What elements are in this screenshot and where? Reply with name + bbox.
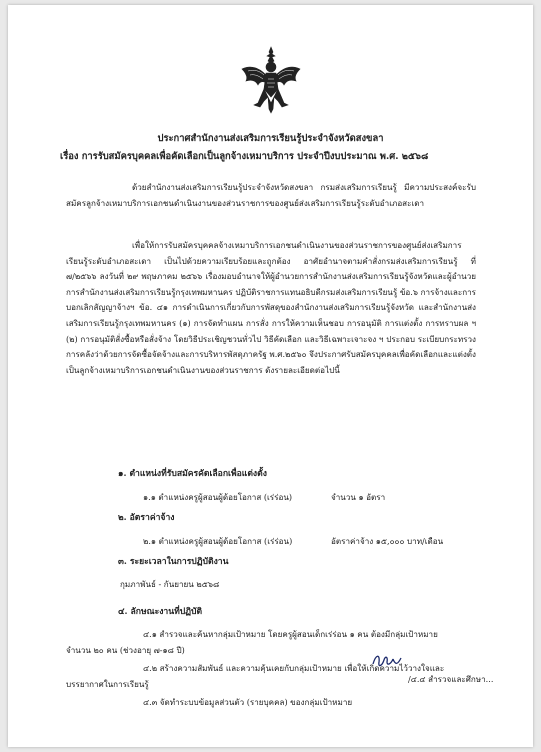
position-name: ๑.๑ ตำแหน่งครูผู้สอนผู้ด้อยโอกาส (เร่ร่อน) [143, 492, 293, 502]
section-1-item [143, 491, 386, 503]
document-subject: เรื่อง การรับสมัครบุคคลเพื่อคัดเลือกเป็นลูกจ้างเหมาบริการ ประจำปีงบประมาณ พ.ศ. ๒๕๖๘ [60, 151, 429, 162]
duty-item-2-cont: บรรยากาศในการเรียนรู้ [66, 679, 149, 689]
duty-item-1-cont: จำนวน ๒๐ คน (ช่วงอายุ ๗-๑๘ ปี) [66, 645, 185, 655]
signature-mark-icon [370, 648, 404, 672]
continuation-note: /๔.๔ สำรวจและศึกษา... [408, 674, 494, 684]
document-page [8, 5, 533, 747]
section-heading-4: ๔. ลักษณะงานที่ปฏิบัติ [118, 607, 203, 617]
authority-paragraph [66, 238, 476, 378]
intro-paragraph [66, 180, 476, 211]
garuda-emblem-icon [240, 45, 302, 119]
section-heading-1: ๑. ตำแหน่งที่รับสมัครคัดเลือกเพื่อแต่งตั้ง [118, 469, 267, 479]
authority-text: เพื่อให้การรับสมัครบุคคลจ้างเหมาบริการเอกชนดำเนินงานของส่วนราชการของศูนย์ส่งเสริมการเรียนรู้ระดับอำเภอสะเดา เป็นไปด้วยความเรียบร้อยและถูกต้อง อาศัยอำนาจตามคำสั่งกรมส่งเสริมการเรียนรู้ ที่ ๗/๒๕๖๖ ลงวันที่ ๒๙ พฤษภาคม ๒๕๖๖ เรื่องมอบอำนาจให้ผู้อำนวยการสำนักงานส่งเสริมการเรียนรู้จังหวัดและผู้อำนวยการสำนักงานส่งเสริมการเรียนรู้กรุงเทพมหานคร ปฏิบัติราชการแทนอธิบดีกรมส่งเสริมการเรียนรู้ ข้อ.๖ การจ้างและการบอกเลิกสัญญาจ้างฯ ข้อ. ๔๑ การดำเนินการเกี่ยวกับการพัสดุของสำนักงานส่งเสริมการเรียนรู้จังหวัด และสำนักงานส่งเสริมการเรียนรู้กรุงเทพมหานคร (๑) การจัดทำแผน การสั่ง การให้ความเห็นชอบ การอนุมัติ การแต่งตั้ง การทราบผล ฯ (๒) การอนุมัติสั่งซื้อหรือสั่งจ้าง โดยวิธีประเชิญชวนทั่วไป วิธีคัดเลือก และวิธีเฉพาะเจาะจง ฯ ประกอบ ระเบียบกระทรวงการคลังว่าด้วยการจัดซื้อจัดจ้างและการบริหารพัสดุภาครัฐ พ.ศ.๒๕๖๐ จึงประกาศรับสมัครบุคคลเพื่อคัดเลือกและแต่งตั้งเป็นลูกจ้างเหมาบริการเอกชนดำเนินงานของส่วนราชการ ดังรายละเอียดต่อไปนี้ [66, 240, 476, 375]
duty-item-1: ๔.๑ สำรวจและค้นหากลุ่มเป้าหมาย โดยครูผู้สอนเด็กเร่ร่อน ๑ คน ต้องมีกลุ่มเป้าหมาย [143, 629, 438, 639]
wage-rate: อัตราค่าจ้าง ๑๕,๐๐๐ บาท/เดือน [331, 536, 444, 546]
work-period: กุมภาพันธ์ - กันยายน ๒๕๖๘ [120, 579, 220, 589]
section-heading-3: ๓. ระยะเวลาในการปฏิบัติงาน [118, 557, 229, 567]
position-count: จำนวน ๑ อัตรา [331, 492, 386, 502]
intro-text: ด้วยสำนักงานส่งเสริมการเรียนรู้ประจำจังหวัดสงขลา กรมส่งเสริมการเรียนรู้ มีความประสงค์จะรับสมัครลูกจ้างเหมาบริการเอกชนดำเนินงานของส่วนราชการของศูนย์ส่งเสริมการเรียนรู้ระดับอำเภอสะเดา [66, 182, 476, 208]
document-title: ประกาศสำนักงานส่งเสริมการเรียนรู้ประจำจังหวัดสงขลา [157, 133, 384, 144]
duty-item-3: ๔.๓ จัดทำระบบข้อมูลส่วนตัว (รายบุคคล) ของกลุ่มเป้าหมาย [143, 697, 353, 707]
duty-item-2: ๔.๒ สร้างความสัมพันธ์ และความคุ้นเคยกับกลุ่มเป้าหมาย เพื่อให้เกิดความไว้วางใจและ [143, 663, 445, 673]
wage-position-name: ๒.๑ ตำแหน่งครูผู้สอนผู้ด้อยโอกาส (เร่ร่อน) [143, 536, 293, 546]
section-heading-2: ๒. อัตราค่าจ้าง [118, 513, 175, 523]
section-2-item [143, 535, 444, 547]
